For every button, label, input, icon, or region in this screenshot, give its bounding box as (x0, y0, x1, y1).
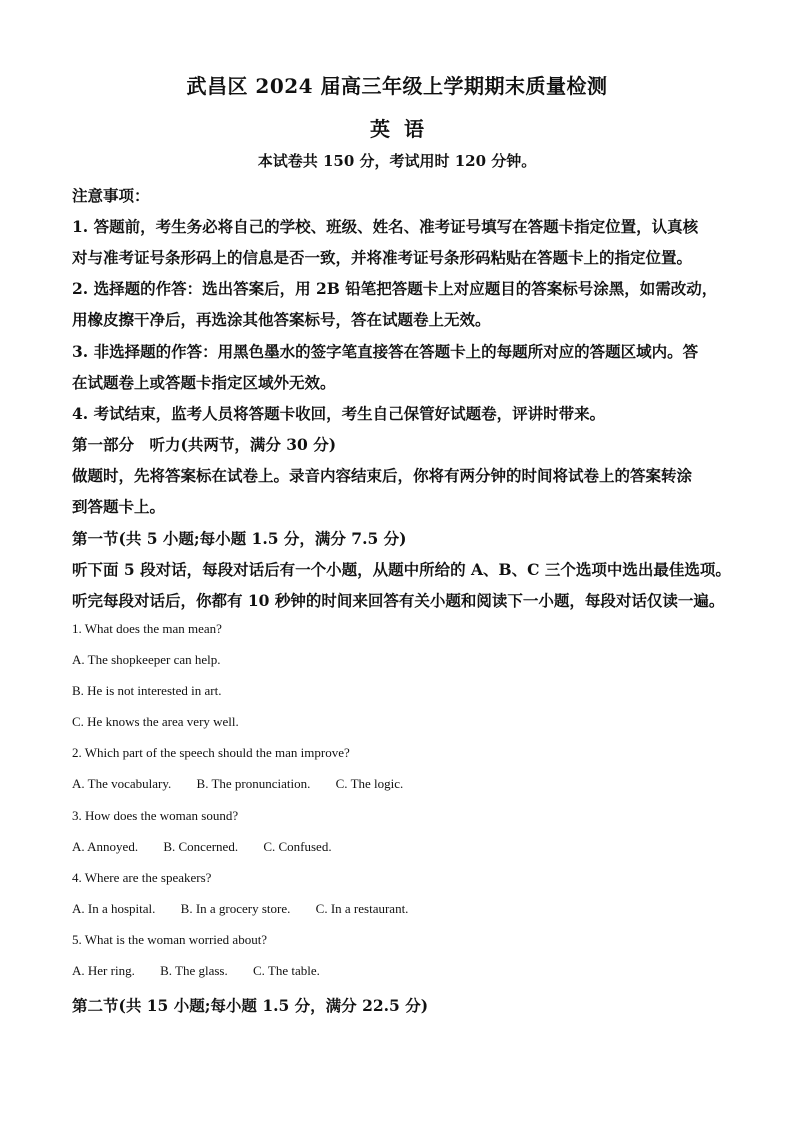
notice-heading: 注意事项： (72, 186, 150, 205)
section1-intro-line: 听完每段对话后，你都有 10 秒钟的时间来回答有关小题和阅读下一小题，每段对话仅读一遍。 (72, 591, 725, 610)
question-option: A. The vocabulary. (72, 776, 172, 791)
question-option: A. Annoyed. (72, 839, 139, 854)
question-stem: 5. What is the woman worried about? (72, 932, 268, 947)
question-option: B. In a grocery store. (180, 901, 291, 916)
notice-line: 在试题卷上或答题卡指定区域外无效。 (72, 373, 336, 392)
question-option: A. In a hospital. (72, 901, 156, 916)
notice-line: 用橡皮擦干净后，再选涂其他答案标号，答在试题卷上无效。 (72, 310, 491, 329)
question-option: B. The glass. (160, 963, 228, 978)
question-stem: 3. How does the woman sound? (72, 808, 239, 823)
notice-line: 1. 答题前，考生务必将自己的学校、班级、姓名、准考证号填写在答题卡指定位置，认真核 (72, 217, 699, 236)
question-options-row (72, 839, 354, 855)
part1-heading: 第一部分 听力(共两节，满分 30 分) (72, 435, 337, 454)
section2-heading: 第二节(共 15 小题;每小题 1.5 分，满分 22.5 分) (72, 996, 429, 1015)
question-option: B. He is not interested in art. (72, 683, 222, 698)
subject-title: 英语 (370, 117, 438, 141)
question-options-row (72, 901, 430, 917)
question-stem: 1. What does the man mean? (72, 621, 222, 636)
part1-intro-line: 到答题卡上。 (72, 497, 166, 516)
part1-intro-line: 做题时，先将答案标在试卷上。录音内容结束后，你将有两分钟的时间将试卷上的答案转涂 (72, 466, 693, 485)
question-option: C. The table. (252, 963, 320, 978)
section1-heading: 第一节(共 5 小题;每小题 1.5 分，满分 7.5 分) (72, 529, 407, 548)
exam-info: 本试卷共 150 分，考试用时 120 分钟。 (257, 152, 537, 170)
notice-line: 3. 非选择题的作答：用黑色墨水的签字笔直接答在答题卡上的每题所对应的答题区域内。答 (72, 342, 699, 361)
question-stem: 2. Which part of the speech should the man improve? (72, 745, 350, 760)
question-option: A. Her ring. (72, 963, 135, 978)
question-option: B. Concerned. (163, 839, 239, 854)
question-option: B. The pronunciation. (196, 776, 311, 791)
question-options-row (72, 963, 342, 979)
question-option: A. The shopkeeper can help. (72, 652, 221, 667)
exam-title: 武昌区 2024 届高三年级上学期期末质量检测 (186, 74, 608, 98)
question-option: C. Confused. (263, 839, 332, 854)
question-option: C. In a restaurant. (315, 901, 409, 916)
question-option: C. The logic. (335, 776, 404, 791)
question-options-row (72, 776, 425, 792)
notice-line: 4. 考试结束，监考人员将答题卡收回，考生自己保管好试题卷，评讲时带来。 (72, 404, 606, 423)
notice-line: 对与准考证号条形码上的信息是否一致，并将准考证号条形码粘贴在答题卡上的指定位置。 (72, 248, 693, 267)
question-stem: 4. Where are the speakers? (72, 870, 212, 885)
notice-line: 2. 选择题的作答：选出答案后，用 2B 铅笔把答题卡上对应题目的答案标号涂黑，如需改动， (72, 279, 718, 298)
section1-intro-line: 听下面 5 段对话，每段对话后有一个小题，从题中所给的 A、B、C 三个选项中选出最佳选项。 (72, 560, 731, 579)
question-option: C. He knows the area very well. (72, 714, 239, 729)
